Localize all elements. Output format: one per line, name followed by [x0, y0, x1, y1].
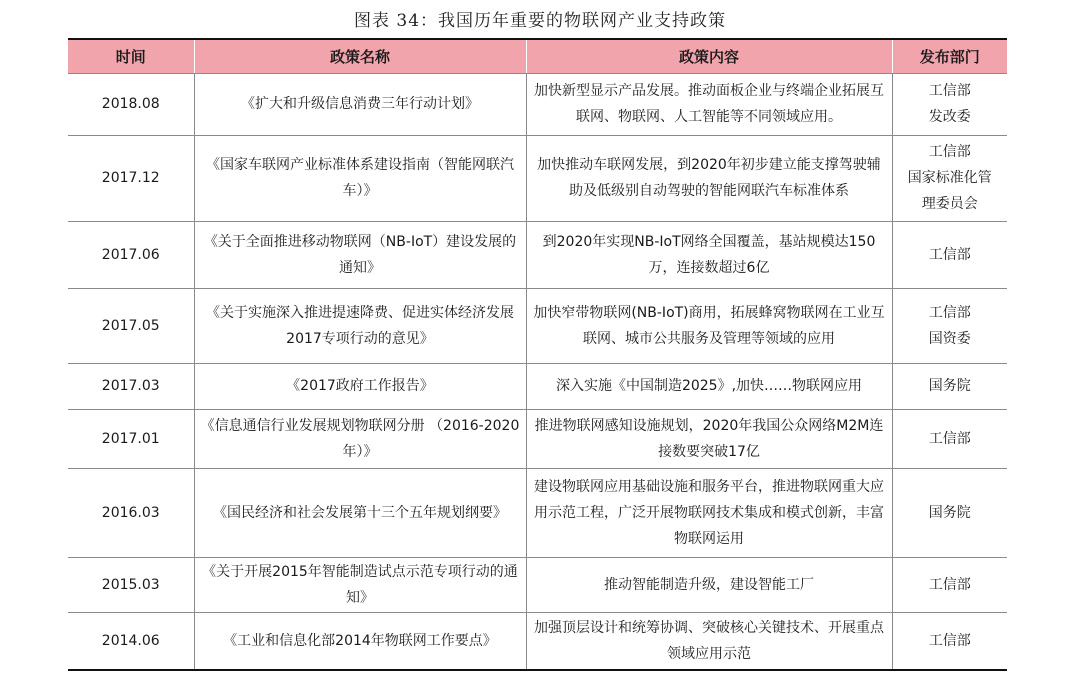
- cell-policy-name: 《关于全面推进移动物联网（NB-IoT）建设发展的通知》: [194, 221, 526, 288]
- table-row: [68, 557, 1007, 612]
- cell-department: 工信部 发改委: [892, 73, 1007, 135]
- table-row: [68, 468, 1007, 557]
- cell-department: 工信部: [892, 612, 1007, 670]
- cell-department: 国务院: [892, 468, 1007, 557]
- cell-time: 2017.12: [68, 135, 194, 221]
- header-time: 时间: [68, 39, 194, 73]
- header-department: 发布部门: [892, 39, 1007, 73]
- cell-department: 工信部: [892, 557, 1007, 612]
- table-row: [68, 221, 1007, 288]
- cell-time: 2018.08: [68, 73, 194, 135]
- cell-department: 工信部 国资委: [892, 288, 1007, 363]
- cell-policy-content: 加快新型显示产品发展。推动面板企业与终端企业拓展互联网、物联网、人工智能等不同领域应用。: [526, 73, 892, 135]
- cell-time: 2017.05: [68, 288, 194, 363]
- header-policy-content: 政策内容: [526, 39, 892, 73]
- cell-policy-content: 推进物联网感知设施规划，2020年我国公众网络M2M连接数要突破17亿: [526, 409, 892, 468]
- cell-time: 2017.03: [68, 363, 194, 409]
- cell-department: 国务院: [892, 363, 1007, 409]
- cell-policy-name: 《国民经济和社会发展第十三个五年规划纲要》: [194, 468, 526, 557]
- cell-department: 工信部: [892, 221, 1007, 288]
- cell-time: 2017.06: [68, 221, 194, 288]
- cell-policy-content: 深入实施《中国制造2025》,加快……物联网应用: [526, 363, 892, 409]
- cell-policy-content: 建设物联网应用基础设施和服务平台，推进物联网重大应用示范工程，广泛开展物联网技术集成和模式创新，丰富物联网运用: [526, 468, 892, 557]
- cell-policy-content: 推动智能制造升级，建设智能工厂: [526, 557, 892, 612]
- cell-policy-name: 《2017政府工作报告》: [194, 363, 526, 409]
- table-row: [68, 135, 1007, 221]
- table-row: [68, 409, 1007, 468]
- cell-policy-name: 《关于开展2015年智能制造试点示范专项行动的通知》: [194, 557, 526, 612]
- header-row: [68, 39, 1007, 73]
- cell-policy-name: 《工业和信息化部2014年物联网工作要点》: [194, 612, 526, 670]
- header-policy-name: 政策名称: [194, 39, 526, 73]
- cell-policy-name: 《扩大和升级信息消费三年行动计划》: [194, 73, 526, 135]
- table-row: [68, 612, 1007, 670]
- cell-policy-name: 《信息通信行业发展规划物联网分册 （2016-2020年）》: [194, 409, 526, 468]
- table-row: [68, 363, 1007, 409]
- cell-policy-content: 加强顶层设计和统筹协调、突破核心关键技术、开展重点领域应用示范: [526, 612, 892, 670]
- table-row: [68, 73, 1007, 135]
- cell-time: 2015.03: [68, 557, 194, 612]
- policy-table: [68, 38, 1007, 671]
- cell-time: 2017.01: [68, 409, 194, 468]
- cell-department: 工信部: [892, 409, 1007, 468]
- table-row: [68, 288, 1007, 363]
- cell-policy-content: 加快推动车联网发展，到2020年初步建立能支撑驾驶辅助及低级别自动驾驶的智能网联汽车标准体系: [526, 135, 892, 221]
- figure-title: 图表 34：我国历年重要的物联网产业支持政策: [353, 11, 727, 31]
- cell-department: 工信部 国家标准化管 理委员会: [892, 135, 1007, 221]
- cell-policy-content: 加快窄带物联网(NB-IoT)商用，拓展蜂窝物联网在工业互联网、城市公共服务及管理等领域的应用: [526, 288, 892, 363]
- cell-policy-content: 到2020年实现NB-IoT网络全国覆盖，基站规模达150万，连接数超过6亿: [526, 221, 892, 288]
- cell-policy-name: 《关于实施深入推进提速降费、促进实体经济发展2017专项行动的意见》: [194, 288, 526, 363]
- cell-policy-name: 《国家车联网产业标准体系建设指南（智能网联汽车）》: [194, 135, 526, 221]
- cell-time: 2016.03: [68, 468, 194, 557]
- cell-time: 2014.06: [68, 612, 194, 670]
